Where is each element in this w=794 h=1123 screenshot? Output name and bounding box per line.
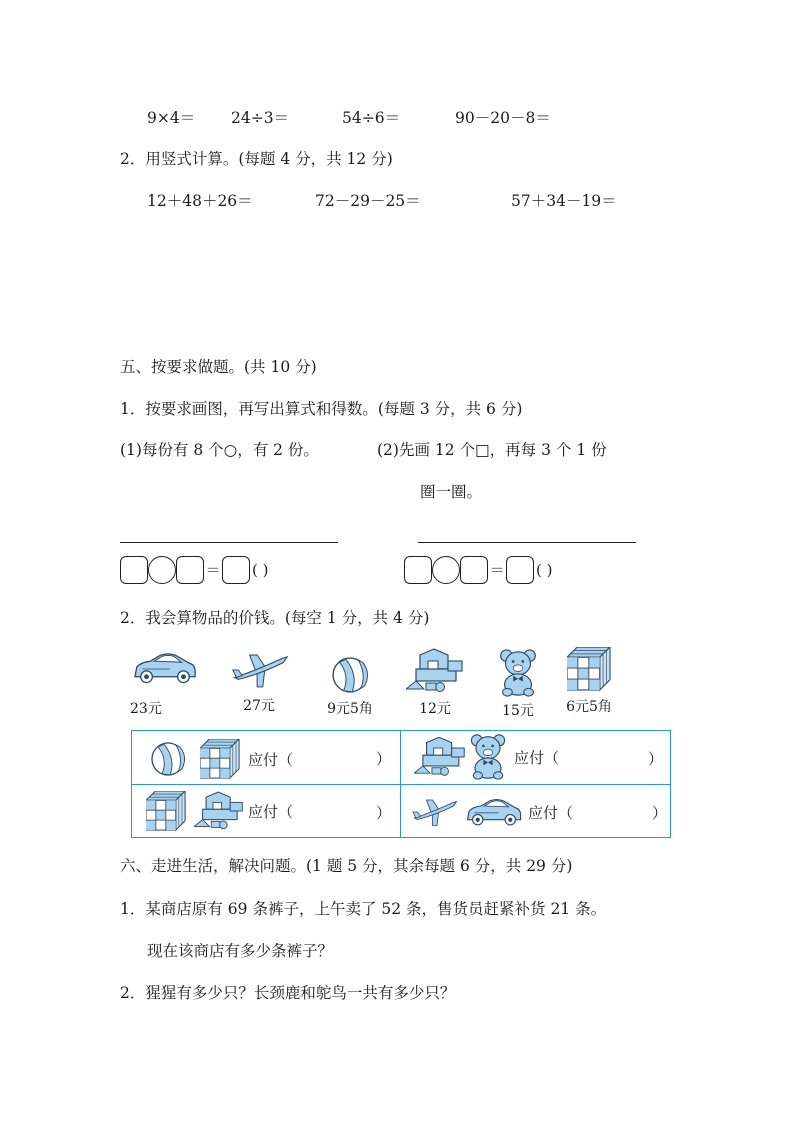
payment-cell-plane-car	[410, 791, 573, 833]
pay-answer-2[interactable]: ）	[648, 750, 664, 768]
answer-box[interactable]	[120, 556, 148, 584]
oral-calc-2: 24÷3＝	[231, 109, 290, 127]
section-5-q1-title: 1．按要求画图，再写出算式和得数。(每题 3 分，共 6 分)	[120, 400, 523, 418]
oral-calc-4: 90－20－8＝	[455, 109, 551, 127]
price-toy-plane: 27元	[243, 698, 275, 714]
drawing-line-left[interactable]	[120, 542, 338, 543]
section-5-q2-title: 2．我会算物品的价钱。(每空 1 分，共 4 分)	[120, 609, 430, 627]
beach-ball-icon	[150, 741, 186, 777]
payment-table	[131, 730, 671, 838]
price-rubiks-cube: 6元5角	[566, 699, 612, 715]
payment-cell-blocks-bear	[414, 733, 559, 781]
pay-answer-4[interactable]: ）	[652, 804, 668, 822]
toy-plane-icon	[229, 650, 289, 690]
item-building-blocks	[404, 648, 466, 718]
section-5-q1-part2-line1: (2)先画 12 个□，再每 3 个 1 份	[377, 441, 607, 459]
item-toy-plane	[228, 650, 290, 715]
teddy-bear-icon	[468, 733, 508, 781]
rubiks-cube-icon	[200, 739, 240, 779]
drawing-line-right[interactable]	[418, 542, 636, 543]
answer-box[interactable]	[176, 556, 204, 584]
oral-calc-3: 54÷6＝	[342, 109, 401, 127]
operator-circle[interactable]	[148, 556, 176, 584]
pay-label: 应付（	[514, 748, 560, 767]
equals-sign: ＝	[489, 561, 505, 579]
answer-box[interactable]	[404, 556, 432, 584]
price-teddy-bear: 15元	[502, 703, 534, 719]
payment-cell-ball-cube	[150, 737, 293, 781]
building-blocks-icon	[414, 737, 466, 777]
pay-label: 应付（	[248, 802, 294, 821]
section-6-q2: 2．猩猩有多少只？长颈鹿和鸵鸟一共有多少只？	[120, 984, 456, 1002]
toy-plane-icon	[410, 796, 458, 828]
question-2-title: 2．用竖式计算。(每题 4 分，共 12 分)	[120, 150, 393, 168]
unit-paren[interactable]: ( )	[536, 561, 553, 579]
equation-template-left	[120, 556, 268, 584]
price-building-blocks: 12元	[419, 701, 451, 717]
rubiks-cube-icon	[146, 791, 186, 831]
section-5-title: 五、按要求做题。(共 10 分)	[120, 358, 317, 376]
price-beach-ball: 9元5角	[327, 701, 373, 717]
building-blocks-icon	[406, 648, 464, 694]
pay-label: 应付（	[528, 803, 574, 822]
section-6-title: 六、走进生活，解决问题。(1 题 5 分，其余每题 6 分，共 29 分)	[120, 857, 573, 875]
toy-car-icon	[131, 650, 199, 686]
teddy-bear-icon	[497, 648, 539, 698]
answer-box[interactable]	[460, 556, 488, 584]
section-5-q1-part2-line2: 圈一圈。	[420, 483, 483, 501]
answer-box[interactable]	[506, 556, 534, 584]
pay-answer-3[interactable]: ）	[376, 804, 392, 822]
section-6-q1-line2: 现在该商店有多少条裤子？	[147, 942, 334, 960]
item-beach-ball	[318, 656, 382, 718]
vertical-calc-1: 12＋48＋26＝	[147, 192, 253, 210]
operator-circle[interactable]	[432, 556, 460, 584]
item-toy-car	[130, 650, 200, 718]
vertical-calc-2: 72－29－25＝	[315, 192, 421, 210]
section-5-q1-part1: (1)每份有 8 个○，有 2 份。	[120, 441, 319, 459]
price-toy-car: 23元	[130, 701, 162, 717]
oral-calc-1: 9×4＝	[147, 109, 196, 127]
pay-answer-1[interactable]: ）	[376, 750, 392, 768]
vertical-calc-3: 57＋34－19＝	[511, 192, 617, 210]
beach-ball-icon	[331, 656, 369, 694]
unit-paren[interactable]: ( )	[252, 561, 269, 579]
rubiks-cube-icon	[567, 647, 611, 691]
item-rubiks-cube	[560, 647, 618, 716]
payment-cell-cube-blocks	[146, 788, 293, 834]
pay-label: 应付（	[248, 750, 294, 769]
building-blocks-icon	[194, 791, 244, 831]
item-teddy-bear	[492, 648, 544, 720]
equation-template-right	[404, 556, 552, 584]
answer-box[interactable]	[222, 556, 250, 584]
section-6-q1-line1: 1．某商店原有 69 条裤子，上午卖了 52 条，售货员赶紧补货 21 条。	[120, 900, 607, 918]
equals-sign: ＝	[205, 561, 221, 579]
toy-car-icon	[464, 796, 524, 828]
